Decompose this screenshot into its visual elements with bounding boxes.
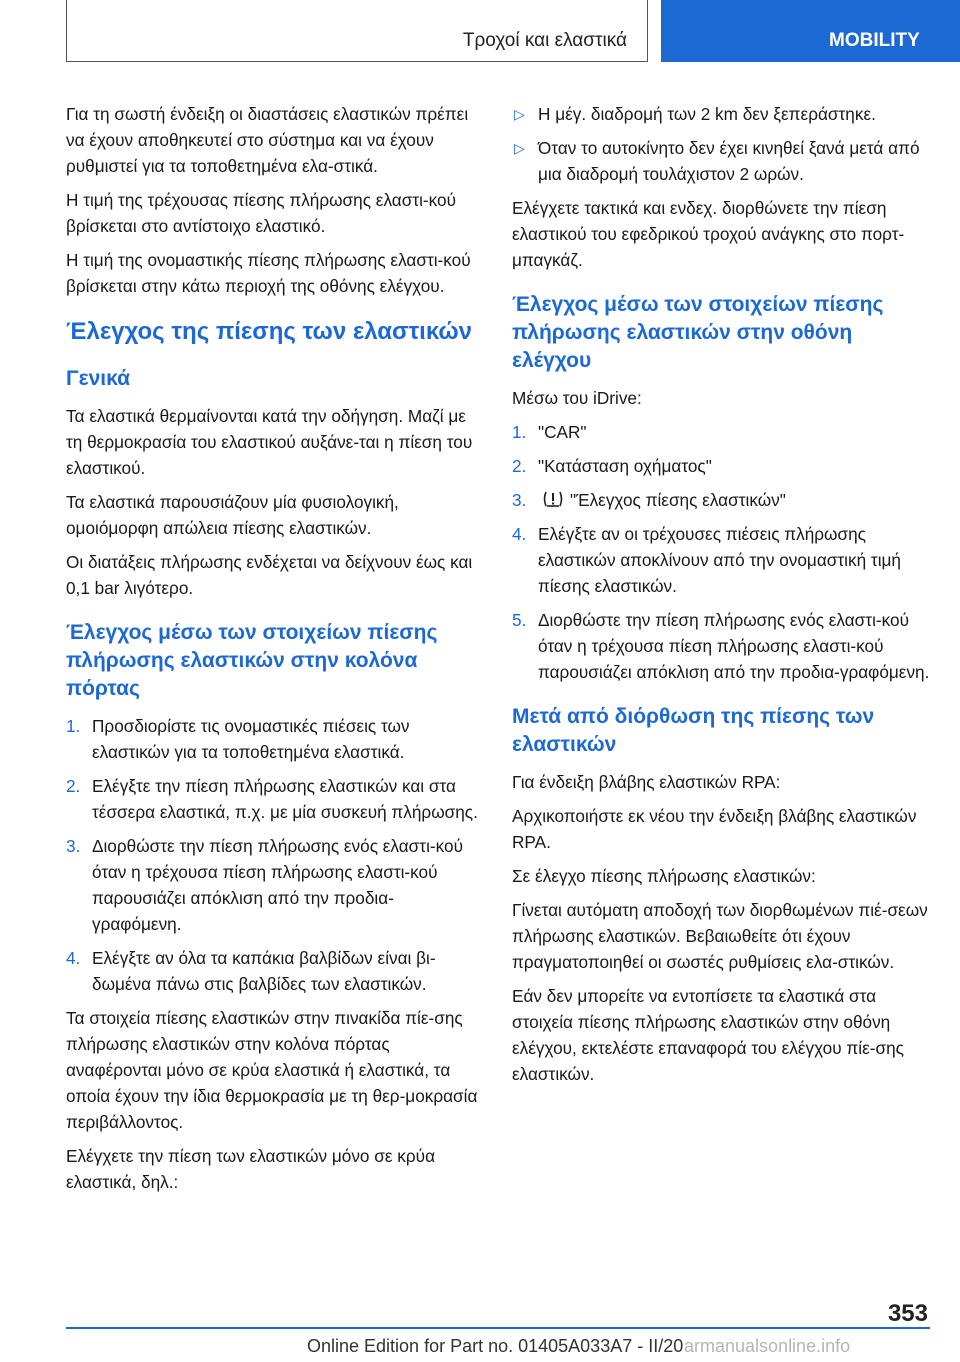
heading-door-pillar: Έλεγχος μέσω των στοιχείων πίεσης πλήρωσης ελαστικών στην κολόνα πόρτας — [66, 621, 438, 700]
step-number: 3. — [66, 836, 81, 856]
header-box — [66, 0, 648, 62]
tire-pressure-warning-icon — [542, 489, 564, 509]
step-text: Ελέγξτε την πίεση πλήρωσης ελαστικών και στα τέσσερα ελαστικά, π.χ. με μία συσκευή πλήρωσης. — [92, 776, 478, 822]
heading-general: Γενικά — [66, 367, 131, 390]
heading-after-correction: Μετά από διόρθωση της πίεσης των ελαστικών — [512, 705, 875, 756]
list-item — [512, 419, 930, 445]
step-text: Ελέγξτε αν οι τρέχουσες πιέσεις πλήρωσης ελαστικών αποκλίνουν από την ονομαστική τιμή πίεσης ελαστικών. — [538, 524, 901, 596]
footer-edition: Online Edition for Part no. 01405A033A7 - II/20 — [307, 1336, 684, 1356]
paragraph: Εάν δεν μπορείτε να εντοπίσετε τα ελαστικά στα στοιχεία πίεσης πλήρωσης ελαστικών στην οθόνη ελέγχου, εκτελέστε επαναφορά του ελέγχου πίε-σης ελαστικών. — [512, 986, 904, 1084]
paragraph: Ελέγχετε τακτικά και ενδεχ. διορθώνετε την πίεση ελαστικού του εφεδρικού τροχού ανάγκης στο πορτ-μπαγκάζ. — [512, 198, 905, 270]
footer-divider — [66, 1327, 930, 1329]
right-column — [512, 101, 930, 1095]
list-item — [512, 521, 930, 599]
bullet-list — [512, 101, 930, 187]
step-number: 2. — [512, 456, 527, 476]
bullet-text: Όταν το αυτοκίνητο δεν έχει κινηθεί ξανά μετά από μια διαδρομή τουλάχιστον 2 ωρών. — [538, 138, 920, 184]
step-number: 1. — [66, 716, 81, 736]
step-number: 3. — [512, 490, 527, 510]
paragraph: Αρχικοποιήστε εκ νέου την ένδειξη βλάβης ελαστικών RPA. — [512, 806, 917, 852]
screen-steps-list — [512, 419, 930, 685]
paragraph: Τα ελαστικά παρουσιάζουν μία φυσιολογική, ομοιόμορφη απώλεια πίεσης ελαστικών. — [66, 492, 399, 538]
list-item — [512, 607, 930, 685]
step-number: 4. — [66, 948, 81, 968]
paragraph: Ελέγχετε την πίεση των ελαστικών μόνο σε κρύα ελαστικά, δηλ.: — [66, 1146, 436, 1192]
heading-control-display: Έλεγχος μέσω των στοιχείων πίεσης πλήρωσης ελαστικών στην οθόνη ελέγχου — [512, 293, 884, 372]
footer-watermark: armanualsonline.info — [684, 1336, 851, 1356]
paragraph: Η τιμή της ονομαστικής πίεσης πλήρωσης ελαστι-κού βρίσκεται στην κάτω περιοχή της οθόνης ελέγχου. — [66, 250, 471, 296]
list-item — [512, 453, 930, 479]
left-column — [66, 101, 480, 1203]
step-number: 2. — [66, 776, 81, 796]
step-text: Διορθώστε την πίεση πλήρωσης ενός ελαστι-κού όταν η τρέχουσα πίεση πλήρωσης ελαστι-κού παρουσιάζει απόκλιση από την προδια-γραφόμενη. — [538, 610, 930, 682]
list-item — [66, 833, 480, 937]
list-item — [66, 773, 480, 825]
list-item — [512, 101, 930, 127]
page-number: 353 — [887, 1300, 928, 1327]
step-text: "Έλεγχος πίεσης ελαστικών" — [570, 490, 786, 510]
paragraph: Οι διατάξεις πλήρωσης ενδέχεται να δείχνουν έως και 0,1 bar λιγότερο. — [66, 552, 473, 598]
list-item — [512, 487, 930, 513]
step-number: 1. — [512, 422, 527, 442]
step-text: Προσδιορίστε τις ονομαστικές πιέσεις των ελαστικών για τα τοποθετημένα ελαστικά. — [92, 716, 410, 762]
step-text: Ελέγξτε αν όλα τα καπάκια βαλβίδων είναι βι-δωμένα πάνω στις βαλβίδες των ελαστικών. — [92, 948, 436, 994]
step-text: Διορθώστε την πίεση πλήρωσης ενός ελαστι-κού όταν η τρέχουσα πίεση πλήρωσης ελαστι-κού παρουσιάζει απόκλιση από την προδια-γραφόμενη. — [92, 836, 463, 934]
paragraph: Γίνεται αυτόματη αποδοχή των διορθωμένων πιέ-σεων πλήρωσης ελαστικών. Βεβαιωθείτε ότι έχουν πραγματοποιηθεί οι σωστές ρυθμίσεις ελα-στικών. — [512, 900, 928, 972]
paragraph: Για τη σωστή ένδειξη οι διαστάσεις ελαστικών πρέπει να έχουν αποθηκευτεί στο σύστημα και να έχουν ρυθμιστεί για τα τοποθετημένα ελα-στικά. — [66, 104, 469, 176]
section-tab-label: MOBILITY — [829, 30, 920, 51]
list-item — [512, 135, 930, 187]
step-text: "Κατάσταση οχήματος" — [538, 456, 712, 476]
heading-check-pressure: Έλεγχος της πίεσης των ελαστικών — [66, 318, 473, 345]
list-item — [66, 945, 480, 997]
paragraph: Μέσω του iDrive: — [512, 388, 642, 408]
door-steps-list — [66, 713, 480, 997]
triangle-bullet-icon: ▷ — [514, 106, 525, 122]
step-number: 4. — [512, 524, 527, 544]
section-tab — [661, 0, 960, 62]
paragraph: Σε έλεγχο πίεσης πλήρωσης ελαστικών: — [512, 866, 816, 886]
step-number: 5. — [512, 610, 527, 630]
paragraph: Τα στοιχεία πίεσης ελαστικών στην πινακίδα πίε-σης πλήρωσης ελαστικών στην κολόνα πόρτας αναφέρονται μόνο σε κρύα ελαστικά ή ελαστικά, τα οποία έχουν την ίδια θερμοκρασία με τη θερ-μοκρασία περιβάλλοντος. — [66, 1008, 478, 1132]
list-item — [66, 713, 480, 765]
step-text: "CAR" — [538, 422, 587, 442]
paragraph: Για ένδειξη βλάβης ελαστικών RPA: — [512, 772, 781, 792]
bullet-text: Η μέγ. διαδρομή των 2 km δεν ξεπεράστηκε. — [538, 104, 876, 124]
triangle-bullet-icon: ▷ — [514, 140, 525, 156]
paragraph: Τα ελαστικά θερμαίνονται κατά την οδήγηση. Μαζί με τη θερμοκρασία του ελαστικού αυξάνε-ται η πίεση του ελαστικού. — [66, 406, 473, 478]
paragraph: Η τιμή της τρέχουσας πίεσης πλήρωσης ελαστι-κού βρίσκεται στο αντίστοιχο ελαστικό. — [66, 190, 456, 236]
chapter-title: Τροχοί και ελαστικά — [462, 30, 627, 51]
